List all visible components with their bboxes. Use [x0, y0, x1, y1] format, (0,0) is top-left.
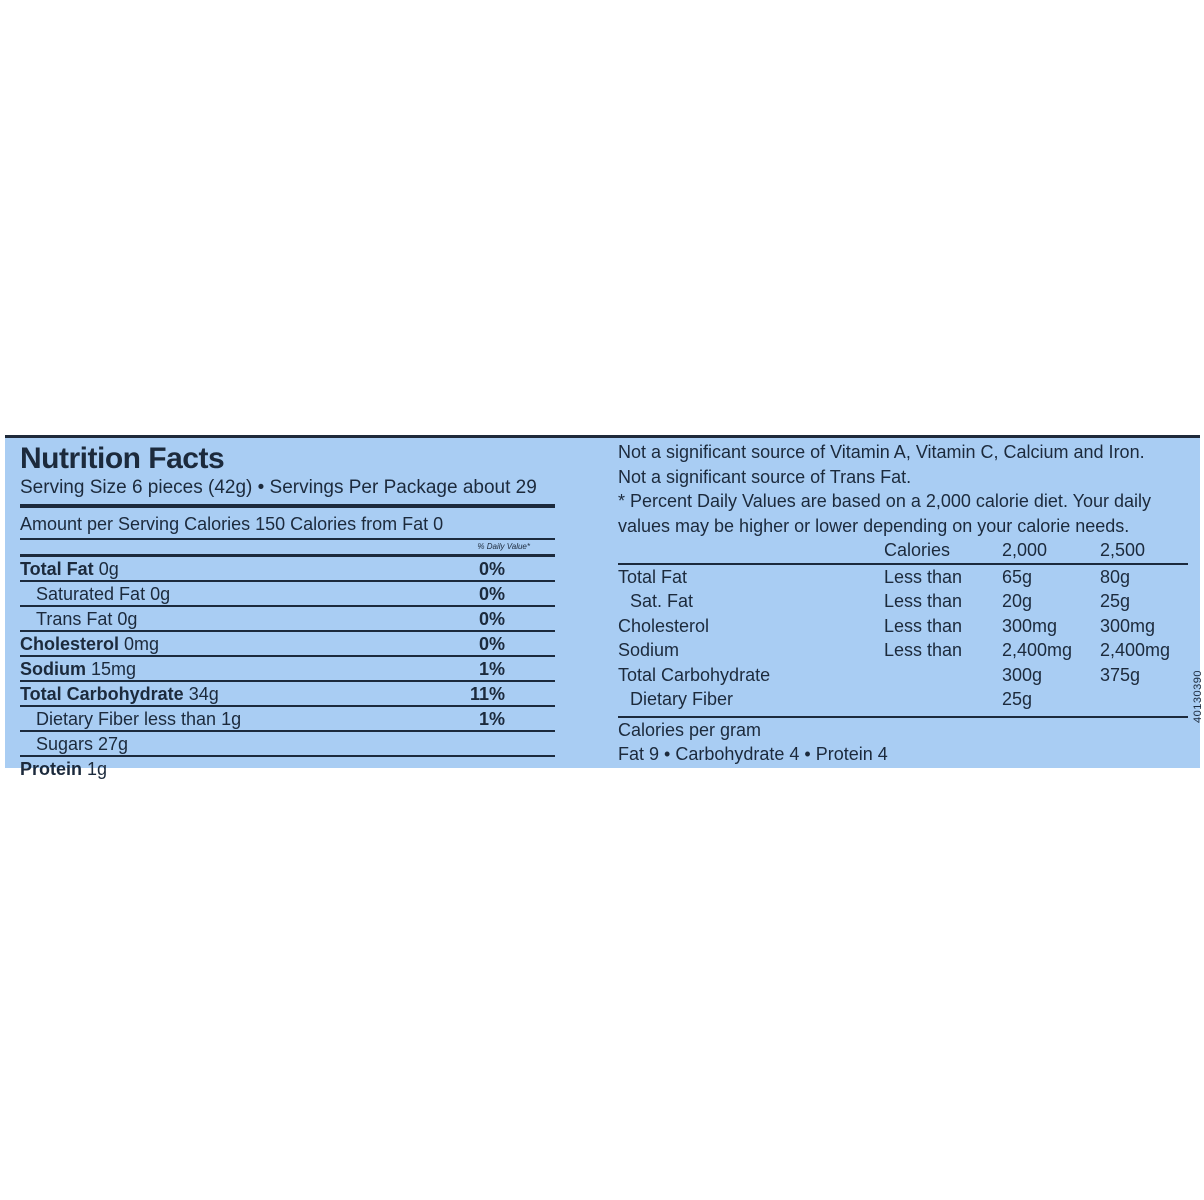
nutrient-percent: 0% — [478, 634, 505, 654]
nutrient-amount: 15mg — [91, 659, 137, 679]
nutrition-label — [5, 435, 1204, 779]
note-calorie-needs: values may be higher or lower depending on your calorie needs. — [618, 515, 1130, 536]
nutrient-amount: 0g — [98, 559, 119, 579]
nutrient-label: Protein — [20, 759, 83, 779]
dv-row-cholesterol: Cholesterol Less than 300mg 300mg — [618, 615, 1156, 636]
product-code: 40130390 — [1192, 670, 1204, 723]
nutrient-row-sugars — [20, 732, 555, 757]
nutrient-amount: 0mg — [124, 634, 160, 654]
nutrient-percent: 11% — [469, 684, 505, 704]
dv-row-dietary-fiber: Dietary Fiber 25g — [630, 689, 1033, 709]
nutrient-amount: 34g — [188, 684, 219, 704]
nutrient-row-sodium — [20, 657, 555, 682]
nutrient-row-total-fat — [20, 557, 555, 582]
nutrient-percent — [445, 733, 555, 755]
dv-row-sat-fat: Sat. Fat Less than 20g 25g — [630, 591, 1131, 611]
note-trans-fat: Not a significant source of Trans Fat. — [618, 466, 912, 487]
daily-values-panel — [618, 440, 1188, 767]
nutrient-label: Sugars 27g — [36, 734, 129, 754]
serving-info: Serving Size 6 pieces (42g) • Servings Per Package about 29 — [20, 476, 555, 508]
nutrient-row-cholesterol — [20, 632, 555, 657]
dv-header-2500: 2,500 — [1100, 540, 1146, 560]
nutrient-label: Total Fat — [20, 559, 94, 579]
nutrient-percent: 1% — [478, 709, 505, 729]
nutrient-percent: 0% — [478, 559, 505, 579]
nutrient-percent: 0% — [478, 584, 505, 604]
nutrient-label: Trans Fat 0g — [36, 609, 138, 629]
nutrient-row-protein — [20, 757, 555, 780]
calories-info: Amount per Serving Calories 150 Calories from Fat 0 — [20, 508, 555, 540]
dv-row-total-carbohydrate: Total Carbohydrate 300g 375g — [618, 664, 1141, 685]
nutrient-row-saturated-fat — [20, 582, 555, 607]
dv-row-sodium: Sodium Less than 2,400mg 2,400mg — [618, 640, 1171, 660]
dv-header-2000: 2,000 — [1002, 540, 1048, 560]
nutrient-label: Total Carbohydrate — [20, 684, 184, 704]
daily-values-table — [618, 538, 1188, 718]
nutrient-label: Saturated Fat 0g — [36, 584, 171, 604]
nutrient-row-trans-fat — [20, 607, 555, 632]
nutrient-label: Dietary Fiber less than 1g — [36, 709, 242, 729]
nutrient-label: Cholesterol — [20, 634, 120, 654]
dv-row-total-fat: Total Fat Less than 65g 80g — [618, 566, 1131, 587]
nutrient-label: Sodium — [20, 659, 86, 679]
nutrient-percent: 1% — [478, 659, 505, 679]
nutrition-facts-panel — [20, 438, 555, 780]
daily-value-header: % Daily Value* — [20, 540, 555, 557]
nutrient-percent — [445, 758, 555, 780]
note-vitamins: Not a significant source of Vitamin A, Vitamin C, Calcium and Iron. — [618, 442, 1145, 462]
nutrient-row-total-carbohydrate — [20, 682, 555, 707]
dv-table-header — [618, 538, 1188, 565]
note-percent-dv: * Percent Daily Values are based on a 2,000 calorie diet. Your daily — [618, 491, 1152, 511]
nutrient-percent: 0% — [478, 609, 505, 629]
nutrition-facts-title: Nutrition Facts — [20, 442, 225, 475]
nutrient-amount: 1g — [87, 759, 108, 779]
nutrient-row-dietary-fiber — [20, 707, 555, 732]
calories-per-gram-title: Calories per gram — [618, 719, 762, 740]
calories-per-gram-values: Fat 9 • Carbohydrate 4 • Protein 4 — [618, 744, 888, 764]
dv-header-calories: Calories — [884, 540, 951, 560]
